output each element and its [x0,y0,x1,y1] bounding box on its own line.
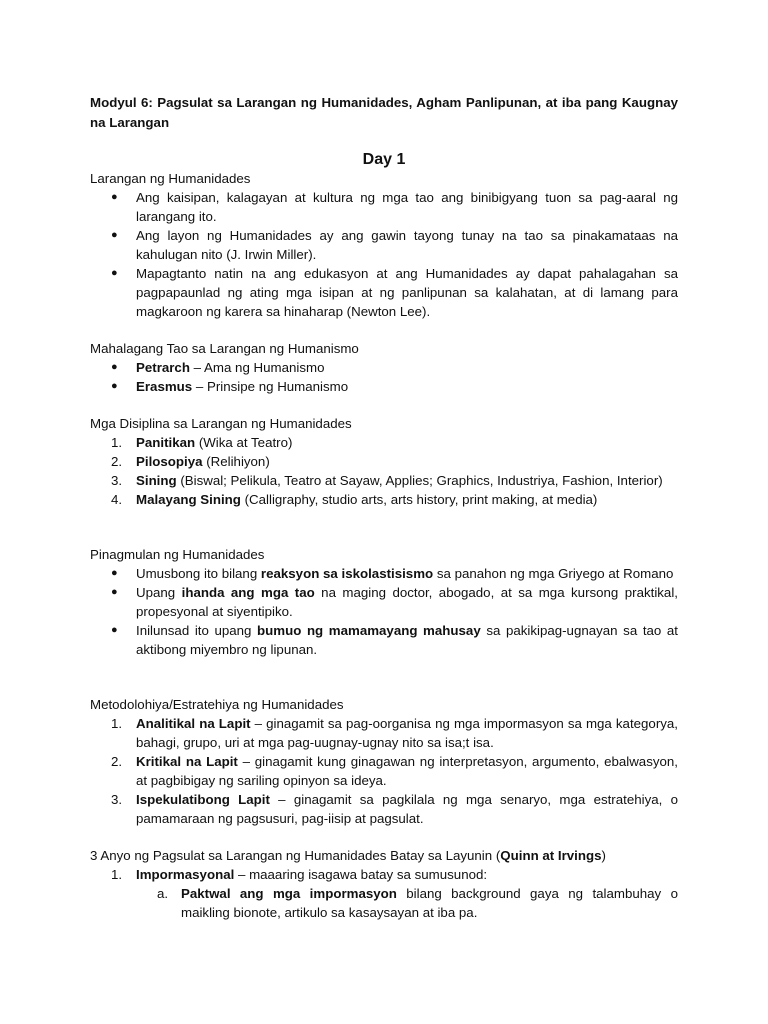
list-item: ● Ang kaisipan, kalagayan at kultura ng mga tao ang binibigyang tuon sa pag-aaral ng larangang ito. [111,190,678,224]
numbered-list [90,433,678,509]
section-mahalagang-tao [90,339,678,396]
sub-list [90,884,678,922]
section-heading: Larangan ng Humanidades [90,171,251,186]
list-item: ● Umusbong ito bilang reaksyon sa iskolastisismo sa panahon ng mga Griyego at Romano [111,566,674,581]
section-heading: Pinagmulan ng Humanidades [90,547,265,562]
bullet-icon: ● [111,267,118,279]
section-heading: Metodolohiya/Estratehiya ng Humanidades [90,697,344,712]
list-item: 2. Kritikal na Lapit – ginagamit kung ginagawan ng interpretasyon, argumento, ebalwasyon, at pagbibigay ng sariling opinyon sa ideya. [111,754,678,788]
list-item: 1. Panitikan (Wika at Teatro) [111,435,293,450]
section-heading: Mga Disiplina sa Larangan ng Humanidades [90,416,352,431]
bullet-icon: ● [111,380,118,392]
list-item: 1. Analitikal na Lapit – ginagamit sa pag-oorganisa ng mga impormasyon sa mga kategorya, bahagi, grupo, uri at mga pag-uugnay-ugnay nito sa isa;t isa. [111,716,678,750]
list-item: 4. Malayang Sining (Calligraphy, studio arts, arts history, print making, at media) [111,492,598,507]
bullet-icon: ● [111,229,118,241]
bullet-list [90,564,678,659]
section-heading: Mahalagang Tao sa Larangan ng Humanismo [90,341,359,356]
bullet-icon: ● [111,361,118,373]
bullet-list [90,358,678,396]
section-heading: 3 Anyo ng Pagsulat sa Larangan ng Humanidades Batay sa Layunin (Quinn at Irvings) [90,848,606,863]
numbered-list [90,865,678,884]
bullet-icon: ● [111,567,118,579]
list-item: ● Petrarch – Ama ng Humanismo [111,360,325,375]
section-metodolohiya [90,695,678,828]
list-item: 3. Ispekulatibong Lapit – ginagamit sa pagkilala ng mga senaryo, mga estratehiya, o pamamaraan ng pagsusuri, pag-iisip at pagsulat. [111,792,678,826]
section-anyo-ng-pagsulat [90,846,678,922]
list-item: ● Upang ihanda ang mga tao na maging doctor, abogado, at sa mga kursong praktikal, propesyonal at siyentipiko. [111,585,678,619]
bullet-icon: ● [111,191,118,203]
section-disiplina [90,414,678,509]
list-item: 3. Sining (Biswal; Pelikula, Teatro at Sayaw, Applies; Graphics, Industriya, Fashion, Interior) [111,473,663,488]
numbered-list [90,714,678,828]
list-item: 2. Pilosopiya (Relihiyon) [111,454,270,469]
module-title: Modyul 6: Pagsulat sa Larangan ng Humanidades, Agham Panlipunan, at iba pang Kaugnay na Larangan [90,95,678,130]
section-larangan [90,169,678,321]
bullet-list [90,188,678,321]
list-item: ● Ang layon ng Humanidades ay ang gawin tayong tunay na tao sa pinakamataas na kahulugan nito (J. Irwin Miller). [111,228,678,262]
bullet-icon: ● [111,586,118,598]
list-item: ● Inilunsad ito upang bumuo ng mamamayang mahusay sa pakikipag-ugnayan sa tao at aktibong miyembro ng lipunan. [111,623,678,657]
list-item: a. Paktwal ang mga impormasyon bilang background gaya ng talambuhay o maikling bionote, artikulo sa kasaysayan at iba pa. [157,886,678,920]
section-pinagmulan [90,545,678,659]
list-item: ● Erasmus – Prinsipe ng Humanismo [111,379,349,394]
day-heading: Day 1 [362,151,406,168]
list-item: 1. Impormasyonal – maaaring isagawa batay sa sumusunod: [111,867,488,882]
bullet-icon: ● [111,624,118,636]
list-item: ● Mapagtanto natin na ang edukasyon at ang Humanidades ay dapat pahalagahan sa pagpapaunlad ng ating mga isipan at ng panlipunan sa kalahatan, at di lamang para magkaroon ng karera sa hinaharap (Newton Lee). [111,266,678,319]
